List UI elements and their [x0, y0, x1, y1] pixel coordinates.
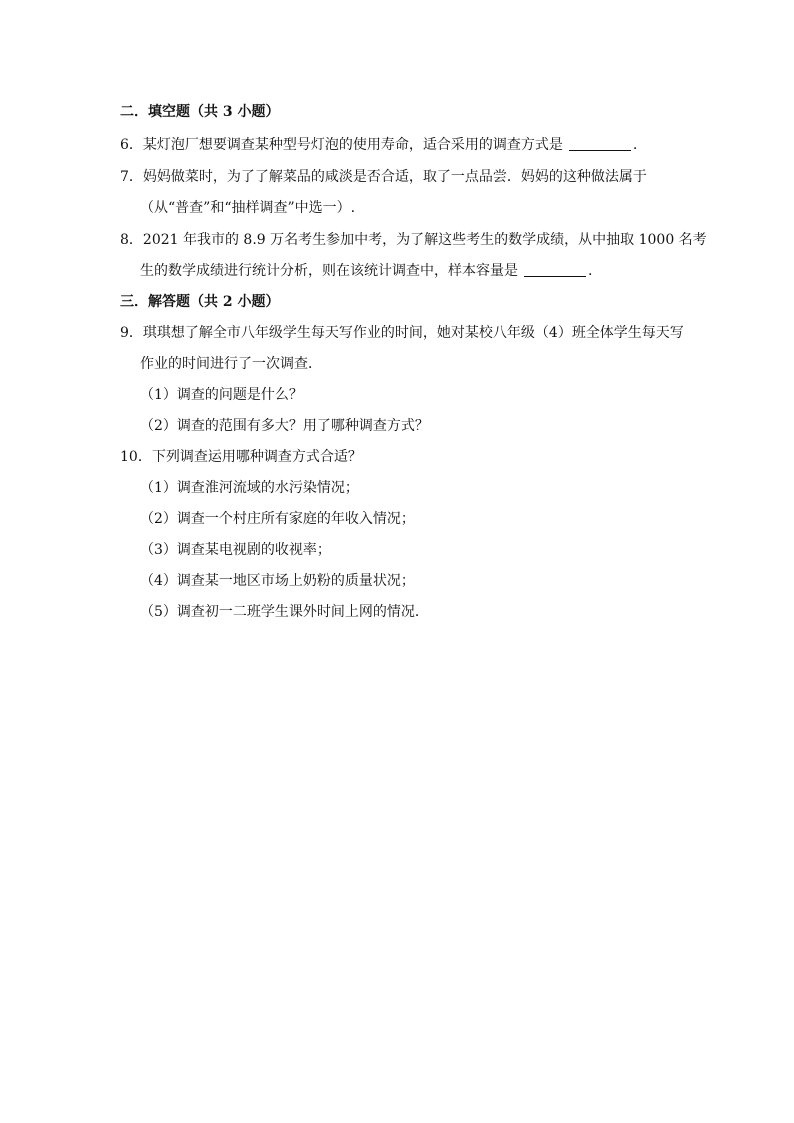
section-heading-fill-in: 二．填空题（共 3 小题） [120, 104, 280, 120]
question-10-sub-4: （4）调查某一地区市场上奶粉的质量状况； [140, 573, 415, 589]
question-9-line-2: 作业的时间进行了一次调查． [140, 356, 322, 372]
question-6 [120, 136, 637, 154]
question-10-sub-1: （1）调查淮河流域的水污染情况； [140, 480, 359, 496]
question-9-sub-2: （2）调查的范围有多大？用了哪种调查方式？ [140, 418, 429, 434]
answer-blank-6 [569, 136, 631, 151]
question-8-text: 生的数学成绩进行统计分析，则在该统计调查中，样本容量是 [140, 263, 518, 279]
question-7-line-2: （从“普查”和“抽样调查”中选一）. [140, 200, 356, 216]
question-10-sub-5: （5）调查初一二班学生课外时间上网的情况． [140, 604, 429, 620]
question-6-text: 6．某灯泡厂想要调查某种型号灯泡的使用寿命，适合采用的调查方式是 [120, 137, 563, 153]
question-10-sub-2: （2）调查一个村庄所有家庭的年收入情况； [140, 511, 415, 527]
section-heading-answer: 三．解答题（共 2 小题） [120, 294, 280, 310]
question-7-line-1: 7．妈妈做菜时，为了了解菜品的咸淡是否合适，取了一点品尝．妈妈的这种做法属于 [120, 169, 647, 185]
question-8-line-1: 8．2021 年我市的 8.9 万名考生参加中考，为了解这些考生的数学成绩，从中抽取 1000 名考 [120, 232, 707, 248]
question-9-line-1: 9．琪琪想了解全市八年级学生每天写作业的时间，她对某校八年级（4）班全体学生每天写 [120, 325, 684, 341]
question-8-tail: . [588, 263, 593, 279]
question-10-line-1: 10．下列调查运用哪种调查方式合适？ [120, 449, 362, 465]
question-10-sub-3: （3）调查某电视剧的收视率； [140, 542, 331, 558]
question-9-sub-1: （1）调查的问题是什么？ [140, 387, 303, 403]
answer-blank-8 [524, 262, 586, 277]
question-6-tail: . [632, 137, 638, 153]
question-8-line-2 [140, 262, 592, 280]
